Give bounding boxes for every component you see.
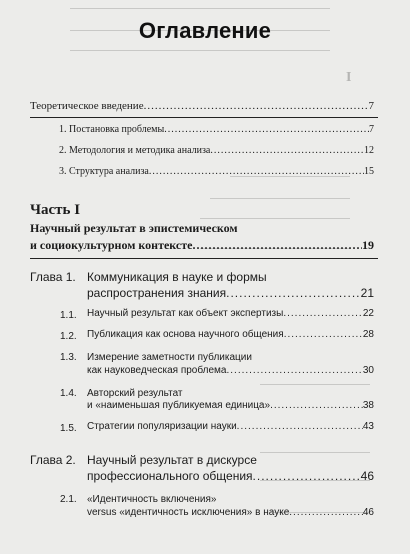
toc-entry-label: 3. Структура анализа [59, 166, 149, 177]
section-number: 1.2. [60, 331, 77, 342]
toc-entry-intro-3[interactable] [59, 166, 374, 177]
toc-page-number: 46 [362, 507, 374, 518]
leader-dots [226, 365, 362, 376]
toc-page-number: 15 [364, 166, 374, 177]
toc-entry-line1: «Идентичность включения» [87, 494, 217, 505]
chapter-prefix: Глава 2. [30, 453, 76, 467]
toc-page-number: 30 [362, 365, 374, 376]
toc-entry-label: Научный результат как объект экспертизы [87, 308, 284, 319]
toc-entry-label: Публикация как основа научного общения [87, 329, 284, 340]
toc-entry-label: Теоретическое введение [30, 100, 144, 112]
chapter-title-line1: Научный результат в дискурсе [87, 453, 257, 467]
section-number: 1.3. [60, 352, 77, 363]
toc-page-number: 21 [360, 286, 374, 300]
leader-dots [210, 145, 364, 156]
toc-entry-chapter1[interactable] [87, 286, 374, 300]
toc-entry-1-4[interactable] [87, 400, 374, 411]
part-heading: Часть I [30, 202, 81, 218]
leader-dots [253, 469, 361, 483]
section-number: 1.5. [60, 423, 77, 434]
leader-dots [237, 421, 363, 432]
section-number: 1.4. [60, 388, 77, 399]
leader-dots [226, 286, 361, 300]
toc-entry-label: Стратегии популяризации науки [87, 421, 237, 432]
leader-dots [164, 124, 369, 135]
toc-page-number: 12 [364, 145, 374, 156]
section-number: 2.1. [60, 494, 77, 505]
toc-page-number: 46 [360, 469, 374, 483]
toc-entry-2-1[interactable] [87, 507, 374, 518]
toc-entry-intro-1[interactable] [59, 124, 374, 135]
toc-entry-label: как науковедческая проблема [87, 365, 227, 376]
chapter-title-line1: Коммуникация в науке и формы [87, 270, 267, 284]
toc-entry-1-1[interactable] [87, 308, 374, 319]
toc-page-number: 22 [362, 308, 374, 319]
toc-entry-line1: Авторский результат [87, 388, 183, 399]
toc-entry-label: versus «идентичность исключения» в науке [87, 507, 290, 518]
leader-dots [284, 329, 363, 340]
part-title-line1: Научный результат в эпистемическом [30, 221, 238, 235]
toc-entry-label: и «наименьшая публикуемая единица» [87, 400, 271, 411]
book-page: Ι Оглавление Теоретическое введение ..... 7 1. Постановка проблемы ..... 7 2. Методология и методика анализа ..... 12 3. Структура анализа ..... 15 Часть I Научный результат в эпистемическом и социокультурном контексте ..... 19 Глава 1. Коммуникация в науке и формы распространения знания ..... 21 1.1. Научный результат как объект экспертизы ..... 22 1.2. Публикация как основа научного общения ..... 28 1.3. Измерение заметности публикации как науковедческая проблема ..... 30 1.4. Авторский результат и «наименьшая публикуемая единица» ..... 38 1.5. Стратегии популяризации науки ..... 43 Глава 2. Научный результат в дискурсе профессионального общения ..... 46 2.1. «Идентичность включения» versus «идентичность исключения» в науке ..... 46 [0, 0, 410, 554]
toc-entry-1-2[interactable] [87, 329, 374, 340]
page-title: Оглавление [138, 18, 272, 43]
toc-page-number: 38 [362, 400, 374, 411]
toc-entry-label: и социокультурном контексте [30, 238, 193, 252]
toc-page-number: 7 [368, 100, 374, 112]
toc-page-number: 19 [362, 238, 374, 252]
toc-entry-intro[interactable] [30, 100, 374, 112]
toc-page-number: 28 [362, 329, 374, 340]
toc-entry-part1[interactable] [30, 238, 374, 253]
leader-dots [192, 238, 362, 253]
leader-dots [144, 100, 369, 112]
toc-entry-label: профессионального общения [87, 469, 253, 483]
toc-page-number: 43 [362, 421, 374, 432]
intro-rule [30, 117, 378, 118]
toc-entry-intro-2[interactable] [59, 145, 374, 156]
leader-dots [149, 166, 364, 177]
toc-entry-label: распространения знания [87, 286, 227, 300]
part-rule [30, 258, 378, 259]
toc-entry-1-5[interactable] [87, 421, 374, 432]
leader-dots [289, 507, 363, 518]
toc-entry-chapter2[interactable] [87, 469, 374, 483]
leader-dots [283, 308, 363, 319]
chapter-prefix: Глава 1. [30, 270, 76, 284]
toc-entry-1-3[interactable] [87, 365, 374, 376]
toc-entry-line1: Измерение заметности публикации [87, 352, 252, 363]
section-number: 1.1. [60, 310, 77, 321]
toc-entry-label: 1. Постановка проблемы [59, 124, 165, 135]
toc-entry-label: 2. Методология и методика анализа [59, 145, 211, 156]
leader-dots [270, 400, 363, 411]
toc-page-number: 7 [369, 124, 374, 135]
